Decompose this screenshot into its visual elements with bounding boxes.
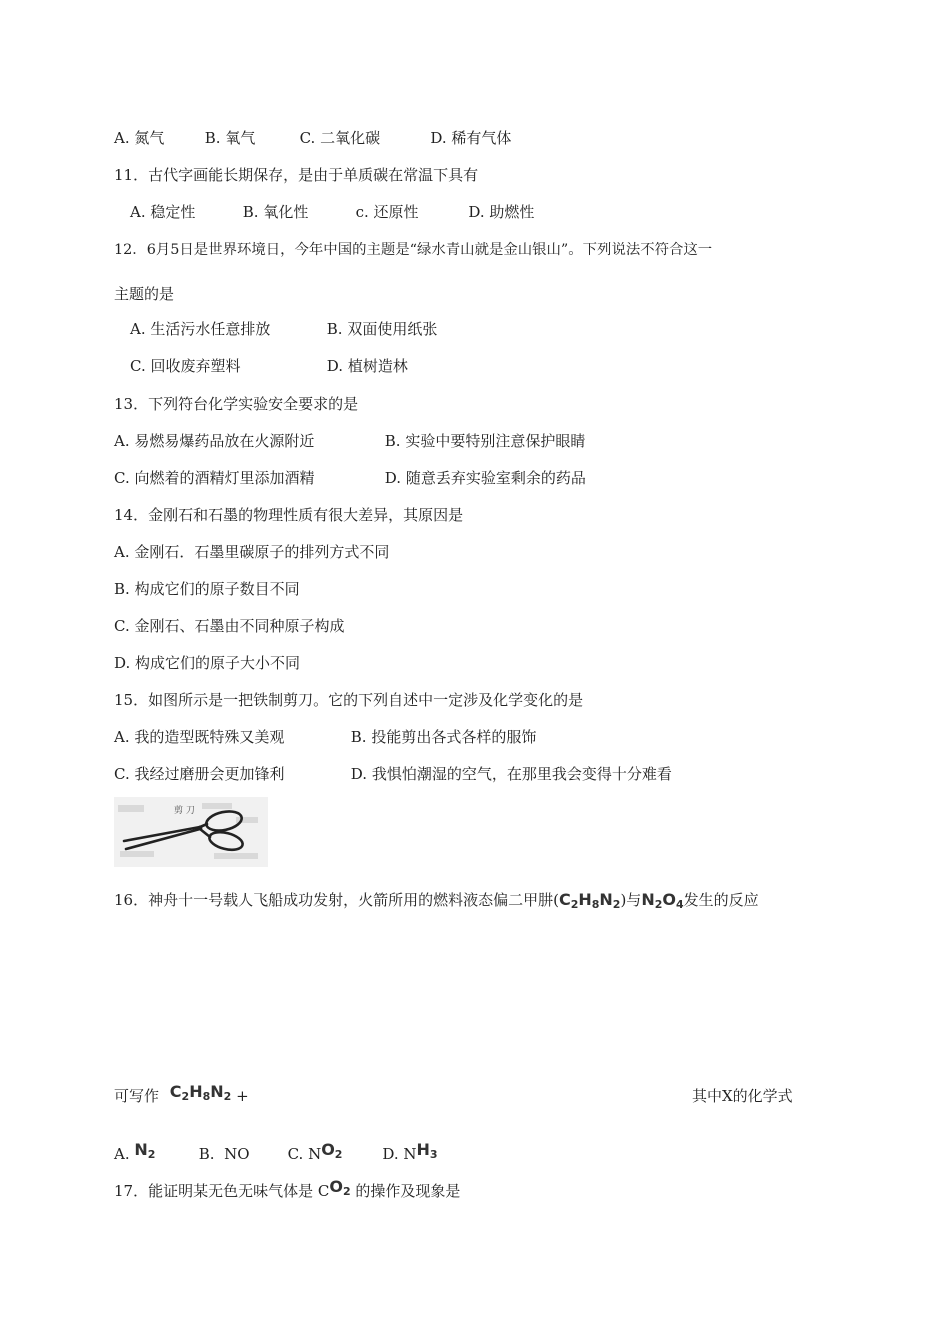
q12-options-row1 (130, 319, 437, 339)
formula-h3: $H_3$ (416, 1140, 438, 1161)
formula-n2o4: $N_2O_4$ (641, 890, 684, 911)
formula-c2h8n2: $C_2H_8N_2$ (558, 890, 621, 911)
q15-option-d: D. 我惧怕潮湿的空气，在那里我会变得十分难看 (350, 765, 672, 783)
q16-stem-post: 发生的反应 (683, 891, 759, 909)
q15-stem: 15．如图所示是一把铁制剪刀。它的下列自述中一定涉及化学变化的是 (114, 691, 584, 709)
formula-n2: $N_2$ (134, 1140, 156, 1161)
q10-option-b: B. 氧气 (204, 129, 256, 147)
q12-option-b: B. 双面使用纸张 (326, 320, 438, 338)
q13-option-c: C. 向燃着的酒精灯里添加酒精 (114, 469, 315, 487)
formula-o2: $O_2$ (321, 1140, 343, 1161)
q12-option-a: A. 生活污水任意排放 (130, 320, 271, 338)
q12-option-d: D. 植树造林 (326, 357, 408, 375)
q16-line2-pre: 可写作 (114, 1087, 160, 1105)
figure-caption: 剪 刀 (174, 806, 195, 816)
q10-option-c: C. 二氧化碳 (299, 129, 381, 147)
formula-o2-q17: $O_2$ (329, 1177, 351, 1198)
q13-options-row1 (114, 431, 585, 451)
scissors-pivot (198, 826, 203, 831)
q16-equation-left (114, 1082, 249, 1111)
q13-option-d: D. 随意丢弃实验室剩余的药品 (384, 469, 586, 487)
q16-stem (114, 890, 759, 915)
q14-option-d: D. 构成它们的原子大小不同 (114, 654, 301, 672)
q16-equation-right: 其中X的化学式 (692, 1087, 793, 1105)
q16-plus: + (236, 1087, 249, 1105)
formula-c2h8n2-equation: $C_2H_8N_2$ (169, 1082, 232, 1103)
q14-option-c: C. 金刚石、石墨由不同种原子构成 (114, 617, 345, 635)
q13-option-b: B. 实验中要特别注意保护眼睛 (384, 432, 586, 450)
q16-options (114, 1140, 438, 1169)
q11-option-c: c. 还原性 (355, 203, 419, 221)
q12-option-c: C. 回收废弃塑料 (130, 357, 241, 375)
q12-stem-line2: 主题的是 (114, 285, 175, 303)
q10-options (114, 128, 511, 148)
q10-option-a: A. 氮气 (114, 129, 165, 147)
q16-stem-mid: )与 (620, 891, 642, 909)
q11-option-a: A. 稳定性 (130, 203, 196, 221)
q11-options (130, 202, 534, 222)
q17-stem-c: C (317, 1182, 330, 1200)
q14-option-b: B. 构成它们的原子数目不同 (114, 580, 300, 598)
q15-options-row2 (114, 764, 672, 784)
q14-option-a: A. 金刚石．石墨里碳原子的排列方式不同 (114, 543, 390, 561)
q16-option-b: B. NO (198, 1145, 250, 1163)
q14-stem: 14．金刚石和石墨的物理性质有很大差异，其原因是 (114, 506, 464, 524)
q17-stem-post: 的操作及现象是 (355, 1182, 461, 1200)
q12-options-row2 (130, 356, 408, 376)
q13-options-row2 (114, 468, 586, 488)
q13-option-a: A. 易燃易爆药品放在火源附近 (114, 432, 315, 450)
q10-option-d: D. 稀有气体 (430, 129, 512, 147)
q15-options-row1 (114, 727, 536, 747)
q11-option-b: B. 氧化性 (242, 203, 309, 221)
q17-stem (114, 1177, 461, 1206)
q17-stem-pre: 17．能证明某无色无味气体是 (114, 1182, 314, 1200)
q15-option-b: B. 投能剪出各式各样的服饰 (350, 728, 537, 746)
q15-option-c: C. 我经过磨册会更加锋利 (114, 765, 285, 783)
q13-stem: 13．下列符台化学实验安全要求的是 (114, 395, 359, 413)
q11-stem: 11．古代字画能长期保存，是由于单质碳在常温下具有 (114, 166, 479, 184)
q16-stem-pre: 16．神舟十一号载人飞船成功发射，火箭所用的燃料液态偏二甲肼( (114, 891, 559, 909)
q16-option-a: A. $N_2$ (114, 1140, 156, 1163)
q15-option-a: A. 我的造型既特殊又美观 (114, 728, 285, 746)
q16-option-c: C. $NO_2$ (287, 1140, 343, 1163)
scissors-figure (114, 797, 268, 867)
q16-option-d: D. $NH_3$ (382, 1140, 438, 1163)
q11-option-d: D. 助燃性 (468, 203, 535, 221)
q12-stem-line1: 12．6月5日是世界环境日，今年中国的主题是“绿水青山就是金山银山”。下列说法不符合这一 (114, 242, 713, 258)
